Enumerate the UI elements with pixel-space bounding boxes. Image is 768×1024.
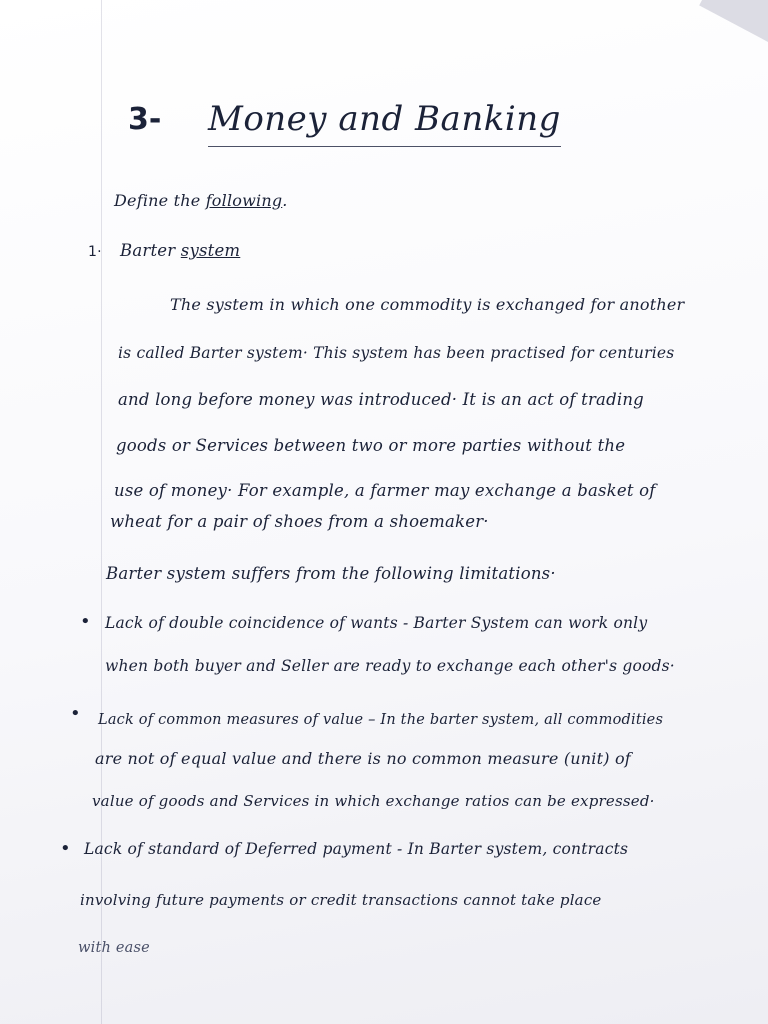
chapter-title: Money and Banking xyxy=(208,96,561,147)
bullet-line: when both buyer and Seller are ready to exchange each other's goods· xyxy=(105,657,675,675)
define-prompt-underlined: following xyxy=(205,191,283,210)
bullet-line: Lack of common measures of value – In the barter system, all commodities xyxy=(98,712,664,728)
item-heading xyxy=(120,240,240,262)
item-heading-before: Barter xyxy=(120,241,181,260)
define-prompt xyxy=(114,190,288,212)
bullet-dot: • xyxy=(60,838,71,859)
paragraph-line: The system in which one commodity is exchanged for another xyxy=(170,295,685,314)
paragraph-line: goods or Services between two or more parties without the xyxy=(116,436,626,455)
chapter-number: 3- xyxy=(128,102,162,137)
paragraph-line: wheat for a pair of shoes from a shoemaker· xyxy=(110,512,489,531)
paragraph-line: use of money· For example, a farmer may exchange a basket of xyxy=(114,481,656,500)
paragraph-line: is called Barter system· This system has been practised for centuries xyxy=(118,344,675,362)
page-corner-shadow xyxy=(699,0,768,48)
margin-line xyxy=(101,0,102,1024)
bullet-dot: • xyxy=(80,611,91,632)
bullet-line: with ease xyxy=(78,940,150,956)
bullet-line: involving future payments or credit transactions cannot take place xyxy=(80,891,602,909)
define-prompt-after: . xyxy=(282,191,288,210)
item-number: 1· xyxy=(88,244,102,260)
bullet-line: Lack of standard of Deferred payment - In Barter system, contracts xyxy=(84,840,629,858)
define-prompt-before: Define the xyxy=(114,191,206,210)
limitations-intro: Barter system suffers from the following limitations· xyxy=(106,564,556,583)
bullet-line: are not of equal value and there is no common measure (unit) of xyxy=(95,749,631,768)
bullet-dot: • xyxy=(70,703,81,724)
bullet-line: value of goods and Services in which exchange ratios can be expressed· xyxy=(92,792,655,810)
bullet-line: Lack of double coincidence of wants - Barter System can work only xyxy=(105,614,648,632)
item-heading-underlined: system xyxy=(180,241,241,260)
paragraph-line: and long before money was introduced· It is an act of trading xyxy=(118,390,644,409)
